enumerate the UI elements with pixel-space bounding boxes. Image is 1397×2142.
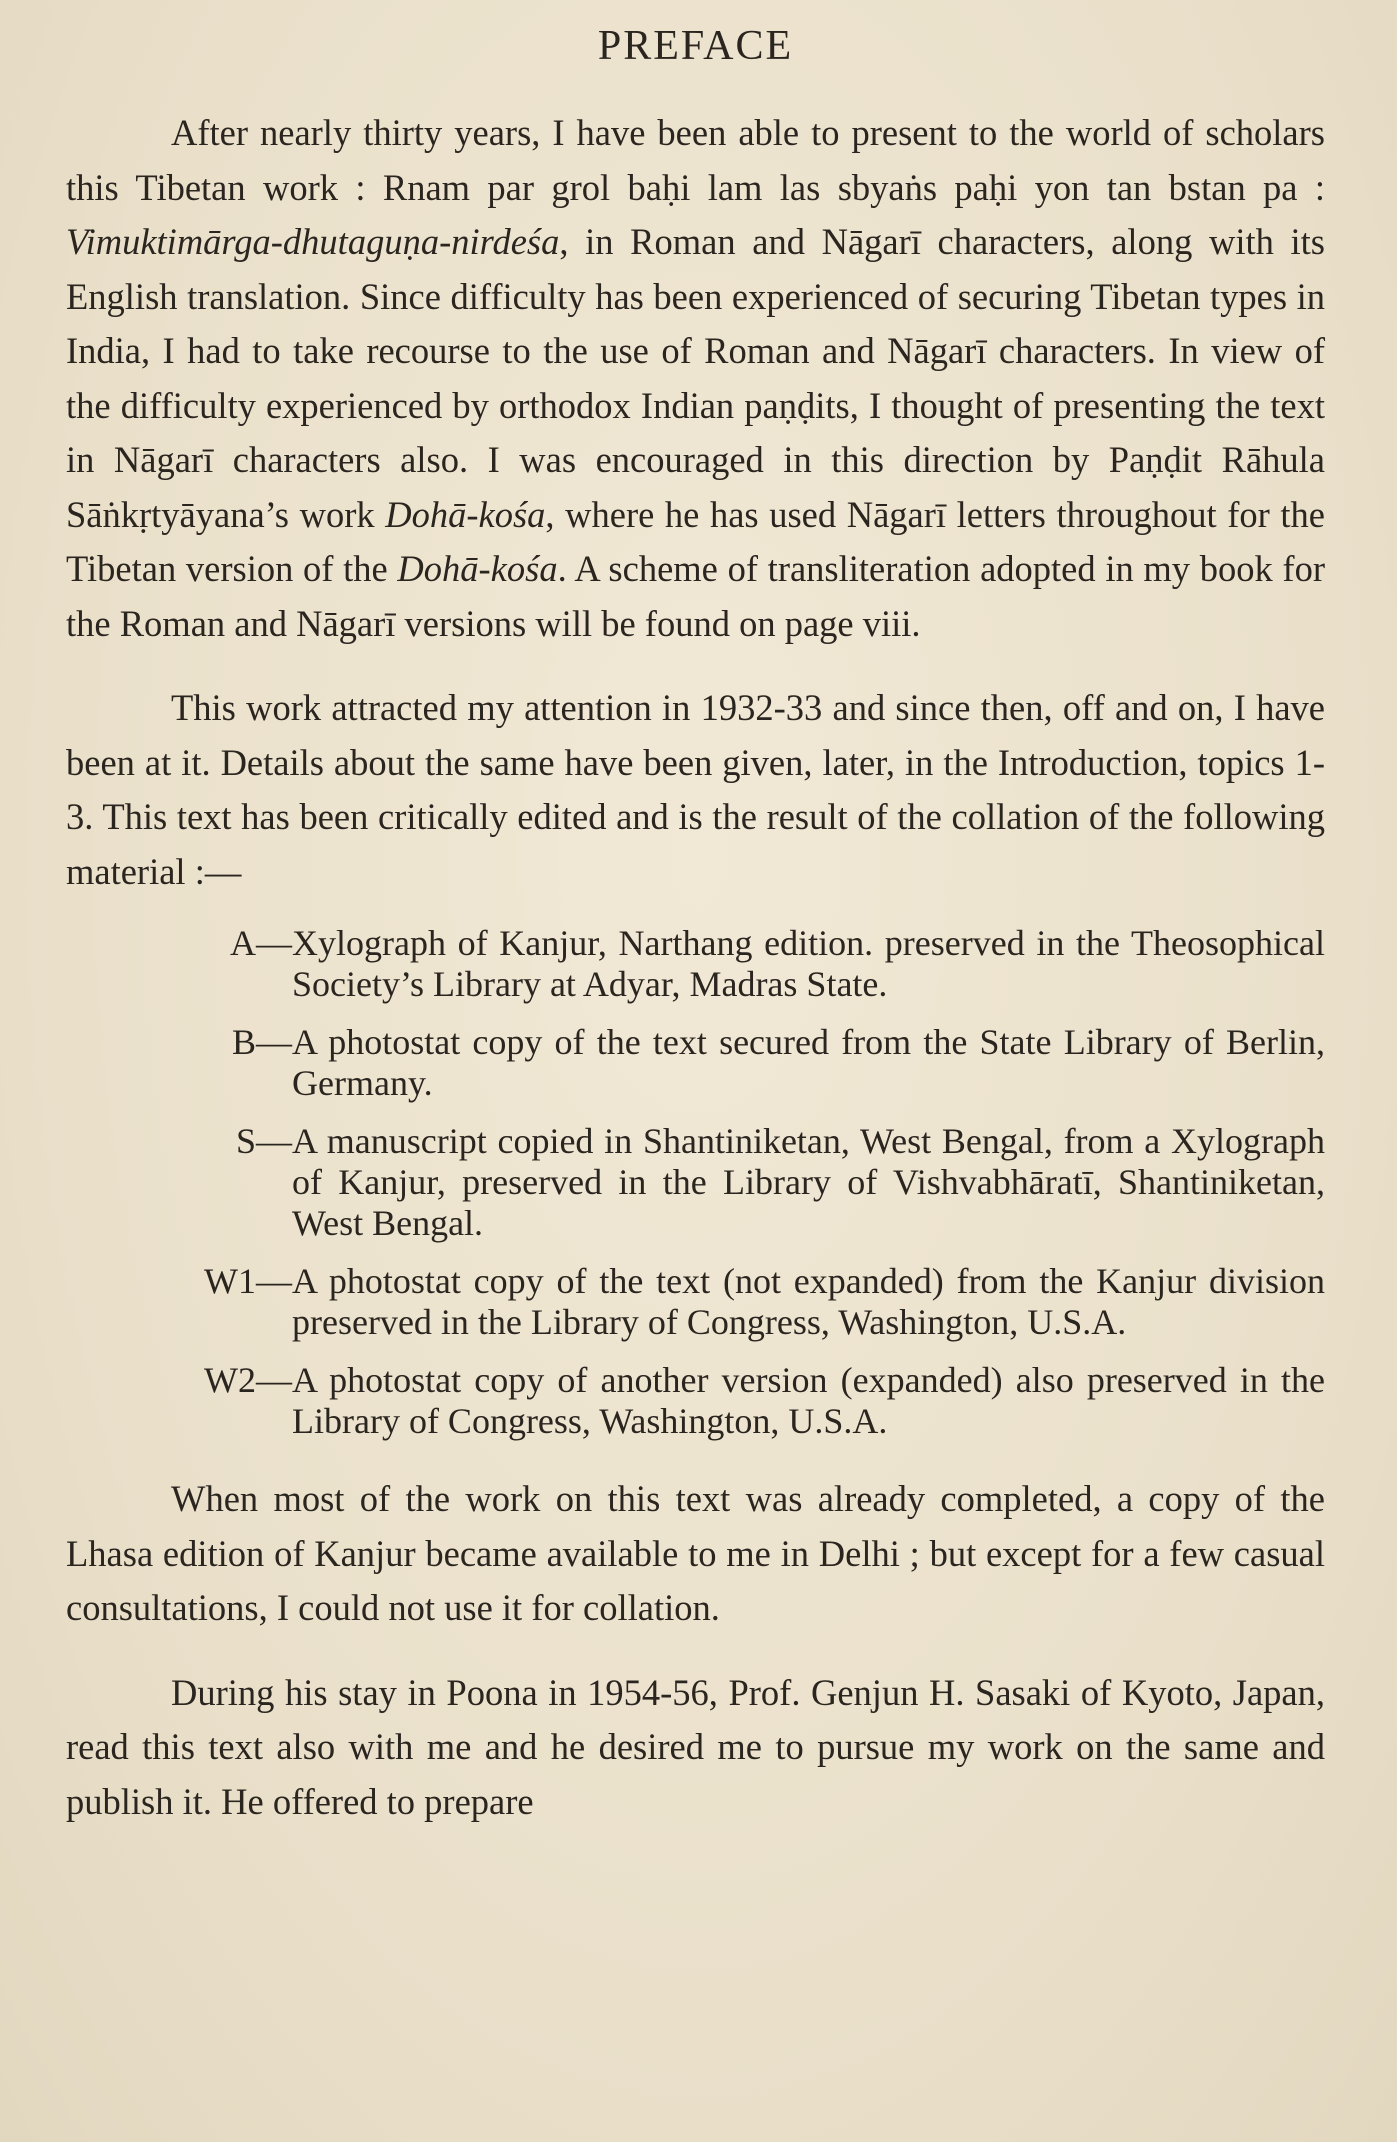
material-item <box>66 923 1325 1005</box>
material-label: W1 <box>204 1261 256 1301</box>
paragraph-intro-text-b: , in Roman and Nāgarī characters, along with its English translation. Since difficulty has been experienced of securing Tibetan types in India, I had to take recourse to the use of Roman and Nāgarī characters. In view of the difficulty experienced by orthodox Indian paṇḍits, I thought of presenting the text in Nāgarī characters also. I was encouraged in this direction by Paṇḍit Rāhula Sāṅkṛtyāyana’s work <box>66 221 1325 535</box>
material-text: A manuscript copied in Shantiniketan, West Bengal, from a Xylograph of Kanjur, preserved in the Library of Vishvabhāratī, Shantiniketan, West Bengal. <box>292 1121 1325 1243</box>
material-label: S <box>235 1121 256 1161</box>
work-title-italic: Vimuktimārga-dhutaguṇa-nirdeśa <box>66 221 560 262</box>
material-item <box>66 1022 1325 1104</box>
material-dash: — <box>256 1121 292 1161</box>
material-text: A photostat copy of the text (not expanded) from the Kanjur division preserved in the Library of Congress, Washington, U.S.A. <box>292 1261 1325 1342</box>
doha-kosa-italic-1: Dohā-kośa <box>385 493 546 535</box>
paragraph-poona: During his stay in Poona in 1954-56, Prof. Genjun H. Sasaki of Kyoto, Japan, read this text also with me and he desired me to pursue my work on the same and publish it. He offered to prepare <box>66 1671 1325 1822</box>
material-dash: — <box>256 923 292 963</box>
material-dash: — <box>256 1022 292 1062</box>
material-dash: — <box>256 1360 292 1400</box>
material-text: A photostat copy of another version (expanded) also preserved in the Library of Congress, Washington, U.S.A. <box>292 1360 1325 1441</box>
paragraph-intro <box>66 106 1325 651</box>
paragraph-intro-text-d: . A scheme of transliteration adopted in my book for the Roman and Nāgarī versions will be found on page viii. <box>66 548 1325 644</box>
material-item <box>66 1121 1325 1244</box>
material-item <box>66 1261 1325 1343</box>
material-dash: — <box>256 1261 292 1301</box>
page-title: PREFACE <box>597 23 794 69</box>
material-label: B <box>231 1022 256 1062</box>
material-item <box>66 1360 1325 1442</box>
doha-kosa-italic-2: Dohā-kośa <box>397 548 558 589</box>
materials-list <box>66 923 1325 1442</box>
paragraph-intro-text-c: , where he has used Nāgarī letters throughout for the Tibetan version of the <box>66 493 1325 589</box>
material-text: A photostat copy of the text secured from the State Library of Berlin, Germany. <box>292 1022 1325 1103</box>
paragraph-lhasa: When most of the work on this text was already completed, a copy of the Lhasa edition of Kanjur became available to me in Delhi ; but except for a few casual consultations, I could not use it for collation. <box>66 1478 1325 1628</box>
material-label: W2 <box>204 1360 256 1400</box>
paragraph-intro-text-a: After nearly thirty years, I have been able to present to the world of scholars this Tibetan work : Rnam par grol baḥi lam las sbyaṅs paḥi yon tan bstan pa : <box>66 112 1325 208</box>
material-text: Xylograph of Kanjur, Narthang edition. preserved in the Theosophical Society’s Library at Adyar, Madras State. <box>292 923 1325 1004</box>
material-label: A <box>230 923 256 963</box>
paragraph-history: This work attracted my attention in 1932-33 and since then, off and on, I have been at it. Details about the same have been given, later, in the Introduction, topics 1-3. This text has been critically edited and is the result of the collation of the following material :— <box>66 687 1325 892</box>
